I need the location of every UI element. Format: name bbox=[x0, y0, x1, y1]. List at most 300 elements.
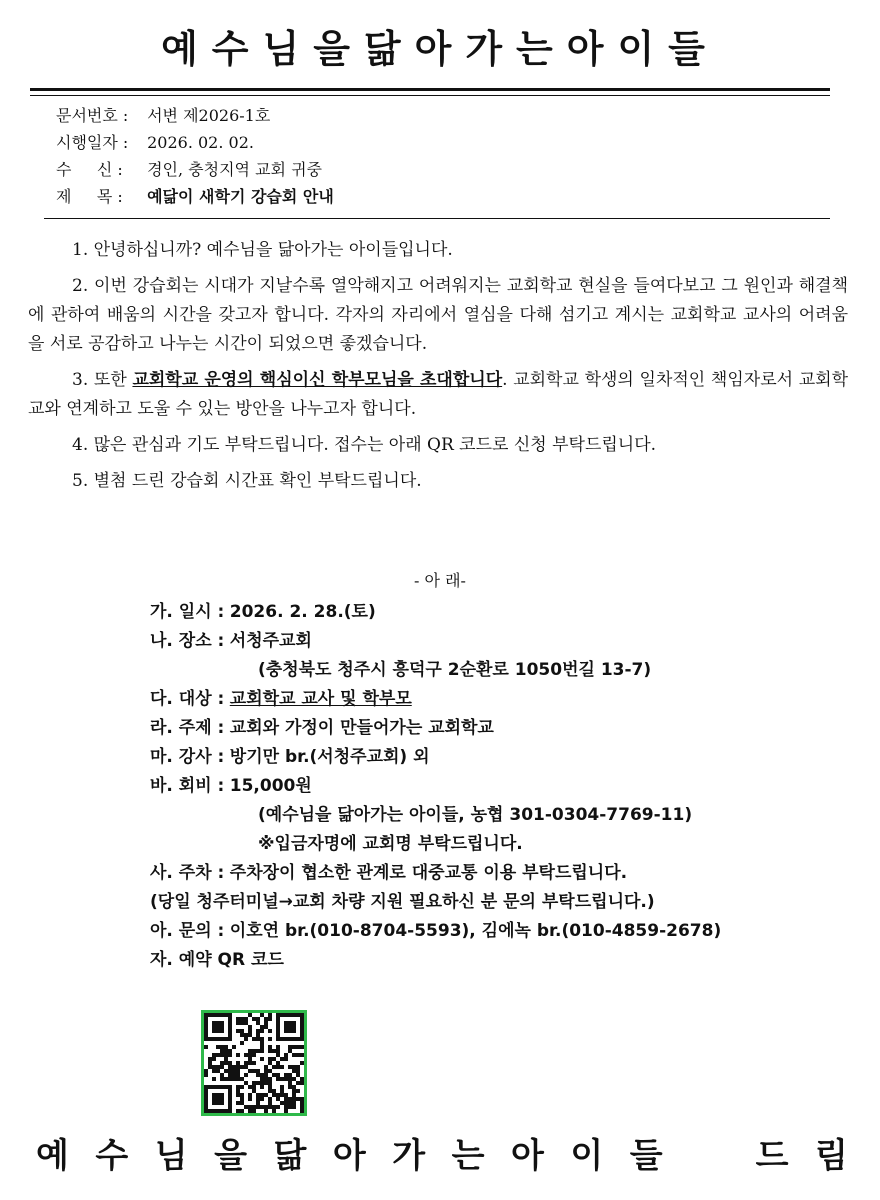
qr-module bbox=[268, 1069, 272, 1073]
qr-module bbox=[252, 1049, 256, 1053]
qr-module bbox=[240, 1101, 244, 1105]
qr-module bbox=[228, 1097, 232, 1101]
qr-module bbox=[212, 1053, 216, 1057]
footer-sign-char: 드 bbox=[755, 1136, 789, 1176]
qr-module bbox=[216, 1101, 220, 1105]
qr-module bbox=[244, 1105, 248, 1109]
qr-module bbox=[216, 1085, 220, 1089]
qr-module bbox=[204, 1033, 208, 1037]
qr-module bbox=[264, 1081, 268, 1085]
qr-module bbox=[272, 1057, 276, 1061]
qr-module bbox=[236, 1089, 240, 1093]
qr-module bbox=[220, 1085, 224, 1089]
detail-place: 나. 장소 : 서청주교회 bbox=[150, 631, 312, 651]
qr-module bbox=[248, 1025, 252, 1029]
detail-fee-account: (예수님을 닮아가는 아이들, 농협 301-0304-7769-11) bbox=[258, 805, 693, 825]
qr-module bbox=[240, 1029, 244, 1033]
qr-module bbox=[300, 1097, 304, 1101]
qr-module bbox=[260, 1097, 264, 1101]
qr-module bbox=[228, 1093, 232, 1097]
footer-signature bbox=[36, 1128, 848, 1177]
qr-module bbox=[268, 1045, 272, 1049]
qr-module bbox=[204, 1021, 208, 1025]
qr-module bbox=[268, 1017, 272, 1021]
qr-module bbox=[288, 1065, 292, 1069]
qr-module bbox=[300, 1101, 304, 1105]
qr-module bbox=[212, 1085, 216, 1089]
parents-invitation-highlight: 교회학교 운영의 핵심이신 학부모님을 초대합니다 bbox=[132, 370, 503, 390]
qr-module bbox=[272, 1049, 276, 1053]
qr-module bbox=[300, 1081, 304, 1085]
qr-module bbox=[256, 1049, 260, 1053]
qr-module bbox=[232, 1045, 236, 1049]
qr-module bbox=[284, 1029, 288, 1033]
qr-module bbox=[276, 1053, 280, 1057]
doc-number-value: 서변 제2026-1호 bbox=[147, 106, 271, 125]
detail-parking-note: (당일 청주터미널→교회 차량 지원 필요하신 분 문의 부탁드립니다.) bbox=[150, 892, 655, 912]
qr-module bbox=[280, 1037, 284, 1041]
qr-module bbox=[256, 1097, 260, 1101]
qr-module bbox=[284, 1053, 288, 1057]
qr-module bbox=[232, 1065, 236, 1069]
date-value: 2026. 02. 02. bbox=[147, 133, 254, 152]
qr-module bbox=[248, 1053, 252, 1057]
qr-module bbox=[212, 1057, 216, 1061]
qr-module bbox=[208, 1057, 212, 1061]
footer-char: 님 bbox=[154, 1136, 188, 1176]
qr-module bbox=[288, 1073, 292, 1077]
qr-module bbox=[296, 1081, 300, 1085]
qr-module bbox=[292, 1085, 296, 1089]
qr-module bbox=[232, 1077, 236, 1081]
qr-module bbox=[276, 1105, 280, 1109]
qr-module bbox=[276, 1093, 280, 1097]
qr-module bbox=[244, 1081, 248, 1085]
qr-module bbox=[288, 1101, 292, 1105]
qr-module bbox=[260, 1081, 264, 1085]
qr-module bbox=[248, 1085, 252, 1089]
qr-module bbox=[248, 1093, 252, 1097]
qr-module bbox=[260, 1013, 264, 1017]
qr-module bbox=[228, 1053, 232, 1057]
qr-module bbox=[212, 1037, 216, 1041]
qr-module bbox=[228, 1017, 232, 1021]
qr-module bbox=[236, 1101, 240, 1105]
qr-module bbox=[212, 1069, 216, 1073]
qr-module bbox=[228, 1025, 232, 1029]
qr-module bbox=[236, 1093, 240, 1097]
qr-module bbox=[228, 1021, 232, 1025]
qr-module bbox=[212, 1025, 216, 1029]
qr-module bbox=[228, 1073, 232, 1077]
qr-module bbox=[256, 1033, 260, 1037]
qr-module bbox=[208, 1013, 212, 1017]
qr-module bbox=[272, 1089, 276, 1093]
qr-module bbox=[204, 1017, 208, 1021]
footer-char: 예 bbox=[36, 1136, 69, 1176]
qr-module bbox=[268, 1029, 272, 1033]
qr-module bbox=[228, 1085, 232, 1089]
qr-code-image bbox=[204, 1013, 304, 1113]
qr-module bbox=[252, 1061, 256, 1065]
qr-module bbox=[204, 1105, 208, 1109]
qr-module bbox=[288, 1013, 292, 1017]
qr-module bbox=[256, 1021, 260, 1025]
qr-module bbox=[220, 1049, 224, 1053]
qr-module bbox=[276, 1017, 280, 1021]
qr-module bbox=[216, 1045, 220, 1049]
footer-char: 이 bbox=[570, 1136, 604, 1176]
qr-module bbox=[292, 1089, 296, 1093]
qr-module bbox=[252, 1105, 256, 1109]
qr-module bbox=[284, 1057, 288, 1061]
detail-fee: 바. 회비 : 15,000원 bbox=[150, 776, 312, 796]
qr-module bbox=[224, 1109, 228, 1113]
qr-module bbox=[204, 1093, 208, 1097]
qr-module bbox=[272, 1093, 276, 1097]
qr-module bbox=[236, 1065, 240, 1069]
qr-module bbox=[260, 1029, 264, 1033]
qr-module bbox=[228, 1069, 232, 1073]
qr-module bbox=[272, 1105, 276, 1109]
qr-module bbox=[252, 1069, 256, 1073]
qr-module bbox=[284, 1097, 288, 1101]
qr-module bbox=[236, 1053, 240, 1057]
qr-module bbox=[240, 1085, 244, 1089]
qr-module bbox=[236, 1073, 240, 1077]
document-title: 예수님을닮아가는아이들 bbox=[161, 27, 719, 71]
paragraph-3: 3. 또한 교회학교 운영의 핵심이신 학부모님을 초대합니다. 교회학교 학생의 일차적인 책임자로서 교회학교와 연계하고 도울 수 있는 방안을 나누고자 합니다. bbox=[28, 370, 848, 419]
qr-module bbox=[220, 1053, 224, 1057]
qr-module bbox=[300, 1017, 304, 1021]
qr-module bbox=[268, 1037, 272, 1041]
qr-module bbox=[300, 1077, 304, 1081]
qr-module bbox=[228, 1101, 232, 1105]
qr-module bbox=[248, 1097, 252, 1101]
qr-module bbox=[284, 1021, 288, 1025]
qr-module bbox=[208, 1109, 212, 1113]
doc-number-row bbox=[56, 102, 334, 129]
footer-char: 아 bbox=[511, 1136, 544, 1176]
qr-module bbox=[240, 1093, 244, 1097]
qr-module bbox=[216, 1037, 220, 1041]
qr-module bbox=[292, 1069, 296, 1073]
qr-module bbox=[300, 1037, 304, 1041]
qr-module bbox=[248, 1061, 252, 1065]
qr-module bbox=[300, 1033, 304, 1037]
qr-module bbox=[252, 1017, 256, 1021]
qr-module bbox=[288, 1025, 292, 1029]
qr-module bbox=[284, 1025, 288, 1029]
qr-module bbox=[224, 1057, 228, 1061]
qr-module bbox=[272, 1065, 276, 1069]
qr-module bbox=[204, 1029, 208, 1033]
qr-module bbox=[256, 1073, 260, 1077]
qr-module bbox=[212, 1093, 216, 1097]
qr-module bbox=[252, 1085, 256, 1089]
qr-module bbox=[256, 1093, 260, 1097]
qr-module bbox=[244, 1065, 248, 1069]
qr-module bbox=[288, 1081, 292, 1085]
footer-sign-char: 림 bbox=[815, 1136, 848, 1176]
qr-module bbox=[212, 1029, 216, 1033]
qr-module bbox=[240, 1077, 244, 1081]
qr-module bbox=[268, 1089, 272, 1093]
qr-module bbox=[248, 1049, 252, 1053]
qr-module bbox=[268, 1105, 272, 1109]
title-rule-thin bbox=[30, 95, 830, 96]
detail-parking: 사. 주차 : 주차장이 협소한 관계로 대중교통 이용 부탁드립니다. bbox=[150, 863, 628, 883]
qr-module bbox=[300, 1025, 304, 1029]
qr-module bbox=[248, 1109, 252, 1113]
qr-module bbox=[268, 1057, 272, 1061]
qr-module bbox=[244, 1033, 248, 1037]
qr-module bbox=[288, 1105, 292, 1109]
qr-module bbox=[224, 1053, 228, 1057]
qr-module bbox=[268, 1061, 272, 1065]
qr-module bbox=[280, 1013, 284, 1017]
qr-module bbox=[296, 1069, 300, 1073]
qr-module bbox=[284, 1073, 288, 1077]
qr-module bbox=[260, 1093, 264, 1097]
qr-module bbox=[220, 1045, 224, 1049]
qr-module bbox=[260, 1057, 264, 1061]
qr-module bbox=[204, 1013, 208, 1017]
paragraph-1: 1. 안녕하십니까? 예수님을 닮아가는 아이들입니다. bbox=[72, 240, 453, 260]
qr-module bbox=[300, 1013, 304, 1017]
qr-module bbox=[220, 1093, 224, 1097]
qr-module bbox=[244, 1021, 248, 1025]
qr-module bbox=[280, 1093, 284, 1097]
details-list bbox=[150, 598, 721, 975]
qr-module bbox=[240, 1065, 244, 1069]
qr-module bbox=[240, 1041, 244, 1045]
qr-module bbox=[260, 1085, 264, 1089]
qr-module bbox=[284, 1077, 288, 1081]
qr-module bbox=[292, 1077, 296, 1081]
qr-module bbox=[224, 1085, 228, 1089]
qr-module bbox=[288, 1097, 292, 1101]
qr-module bbox=[296, 1089, 300, 1093]
qr-module bbox=[276, 1021, 280, 1025]
qr-module bbox=[220, 1073, 224, 1077]
qr-module bbox=[264, 1073, 268, 1077]
qr-module bbox=[264, 1093, 268, 1097]
detail-date: 가. 일시 : 2026. 2. 28.(토) bbox=[150, 602, 376, 622]
footer-char: 가 bbox=[392, 1136, 426, 1176]
qr-module bbox=[300, 1109, 304, 1113]
recipient-label: 수 신 : bbox=[56, 160, 123, 179]
qr-module bbox=[300, 1061, 304, 1065]
detail-qr-label: 자. 예약 QR 코드 bbox=[150, 950, 284, 970]
qr-module bbox=[228, 1065, 232, 1069]
qr-module bbox=[240, 1021, 244, 1025]
qr-module bbox=[276, 1029, 280, 1033]
qr-module bbox=[224, 1077, 228, 1081]
qr-module bbox=[300, 1029, 304, 1033]
qr-module bbox=[252, 1053, 256, 1057]
qr-module bbox=[280, 1089, 284, 1093]
qr-module bbox=[228, 1105, 232, 1109]
qr-module bbox=[228, 1029, 232, 1033]
qr-module bbox=[268, 1085, 272, 1089]
qr-module bbox=[296, 1045, 300, 1049]
qr-module bbox=[204, 1069, 208, 1073]
detail-address: (충청북도 청주시 흥덕구 2순환로 1050번길 13-7) bbox=[258, 660, 652, 680]
qr-module bbox=[228, 1033, 232, 1037]
qr-module bbox=[268, 1097, 272, 1101]
qr-module bbox=[276, 1013, 280, 1017]
qr-module bbox=[260, 1025, 264, 1029]
qr-module bbox=[256, 1029, 260, 1033]
qr-module bbox=[260, 1037, 264, 1041]
qr-module bbox=[236, 1017, 240, 1021]
qr-module bbox=[228, 1077, 232, 1081]
qr-module bbox=[264, 1105, 268, 1109]
qr-module bbox=[276, 1073, 280, 1077]
qr-module bbox=[276, 1061, 280, 1065]
detail-contact: 아. 문의 : 이호연 br.(010-8704-5593), 김에녹 br.(010-4859-2678) bbox=[150, 921, 722, 941]
qr-module bbox=[280, 1077, 284, 1081]
qr-module bbox=[256, 1101, 260, 1105]
subject-row bbox=[56, 183, 334, 210]
qr-module bbox=[248, 1029, 252, 1033]
qr-module bbox=[276, 1077, 280, 1081]
qr-module bbox=[240, 1109, 244, 1113]
qr-module bbox=[284, 1109, 288, 1113]
qr-module bbox=[264, 1109, 268, 1113]
title-rule-thick bbox=[30, 88, 830, 91]
qr-module bbox=[252, 1081, 256, 1085]
qr-module bbox=[300, 1045, 304, 1049]
qr-module bbox=[296, 1073, 300, 1077]
qr-module bbox=[232, 1073, 236, 1077]
qr-module bbox=[220, 1025, 224, 1029]
qr-module bbox=[220, 1029, 224, 1033]
qr-module bbox=[224, 1069, 228, 1073]
footer-char: 들 bbox=[629, 1136, 663, 1176]
recipient-value: 경인, 충청지역 교회 귀중 bbox=[147, 160, 322, 179]
qr-module bbox=[236, 1077, 240, 1081]
qr-module bbox=[204, 1109, 208, 1113]
qr-module bbox=[300, 1053, 304, 1057]
qr-module bbox=[240, 1097, 244, 1101]
qr-module bbox=[208, 1061, 212, 1065]
qr-module bbox=[288, 1045, 292, 1049]
qr-module bbox=[216, 1029, 220, 1033]
qr-module bbox=[220, 1101, 224, 1105]
qr-module bbox=[300, 1021, 304, 1025]
qr-module bbox=[228, 1089, 232, 1093]
qr-module bbox=[236, 1021, 240, 1025]
qr-module bbox=[284, 1101, 288, 1105]
qr-module bbox=[204, 1085, 208, 1089]
detail-speaker: 마. 강사 : 방기만 br.(서청주교회) 외 bbox=[150, 747, 430, 767]
footer-char: 는 bbox=[451, 1136, 485, 1176]
qr-module bbox=[288, 1037, 292, 1041]
document-body bbox=[28, 236, 848, 503]
qr-module bbox=[208, 1037, 212, 1041]
qr-module bbox=[220, 1109, 224, 1113]
date-label: 시행일자 : bbox=[56, 133, 129, 152]
qr-module bbox=[212, 1021, 216, 1025]
qr-module bbox=[284, 1013, 288, 1017]
qr-module bbox=[248, 1069, 252, 1073]
qr-module bbox=[244, 1017, 248, 1021]
qr-module bbox=[280, 1085, 284, 1089]
qr-module bbox=[244, 1037, 248, 1041]
qr-module bbox=[260, 1073, 264, 1077]
qr-module bbox=[224, 1049, 228, 1053]
qr-module bbox=[256, 1081, 260, 1085]
qr-module bbox=[212, 1013, 216, 1017]
subject-label: 제 목 : bbox=[56, 187, 123, 206]
qr-module bbox=[284, 1105, 288, 1109]
qr-module bbox=[248, 1013, 252, 1017]
qr-module bbox=[292, 1021, 296, 1025]
notice-heading: - 아 래- bbox=[414, 571, 466, 590]
qr-module bbox=[292, 1045, 296, 1049]
qr-module bbox=[224, 1037, 228, 1041]
qr-module bbox=[216, 1053, 220, 1057]
footer-char: 아 bbox=[332, 1136, 366, 1176]
qr-module bbox=[292, 1013, 296, 1017]
qr-module bbox=[296, 1053, 300, 1057]
qr-module bbox=[260, 1041, 264, 1045]
qr-module bbox=[252, 1109, 256, 1113]
qr-module bbox=[216, 1025, 220, 1029]
qr-module bbox=[256, 1037, 260, 1041]
qr-module bbox=[264, 1065, 268, 1069]
qr-code-icon[interactable] bbox=[201, 1010, 307, 1116]
qr-module bbox=[292, 1029, 296, 1033]
qr-module bbox=[264, 1069, 268, 1073]
qr-module bbox=[212, 1097, 216, 1101]
qr-module bbox=[264, 1017, 268, 1021]
document-header bbox=[56, 102, 334, 210]
qr-module bbox=[292, 1093, 296, 1097]
qr-module bbox=[280, 1101, 284, 1105]
qr-module bbox=[296, 1065, 300, 1069]
qr-module bbox=[268, 1013, 272, 1017]
qr-module bbox=[260, 1049, 264, 1053]
qr-module bbox=[228, 1037, 232, 1041]
qr-module bbox=[276, 1037, 280, 1041]
qr-module bbox=[288, 1029, 292, 1033]
qr-module bbox=[272, 1109, 276, 1113]
qr-module bbox=[292, 1101, 296, 1105]
qr-module bbox=[224, 1061, 228, 1065]
qr-module bbox=[212, 1065, 216, 1069]
recipient-row bbox=[56, 156, 334, 183]
qr-module bbox=[268, 1049, 272, 1053]
qr-module bbox=[216, 1069, 220, 1073]
detail-theme: 라. 주제 : 교회와 가정이 만들어가는 교회학교 bbox=[150, 718, 494, 738]
qr-module bbox=[276, 1025, 280, 1029]
qr-module bbox=[212, 1101, 216, 1105]
qr-module bbox=[224, 1045, 228, 1049]
qr-module bbox=[220, 1061, 224, 1065]
qr-module bbox=[220, 1065, 224, 1069]
qr-module bbox=[268, 1101, 272, 1105]
qr-module bbox=[264, 1077, 268, 1081]
qr-module bbox=[288, 1085, 292, 1089]
qr-module bbox=[292, 1025, 296, 1029]
qr-module bbox=[228, 1109, 232, 1113]
qr-module bbox=[292, 1065, 296, 1069]
qr-module bbox=[292, 1097, 296, 1101]
qr-module bbox=[264, 1025, 268, 1029]
